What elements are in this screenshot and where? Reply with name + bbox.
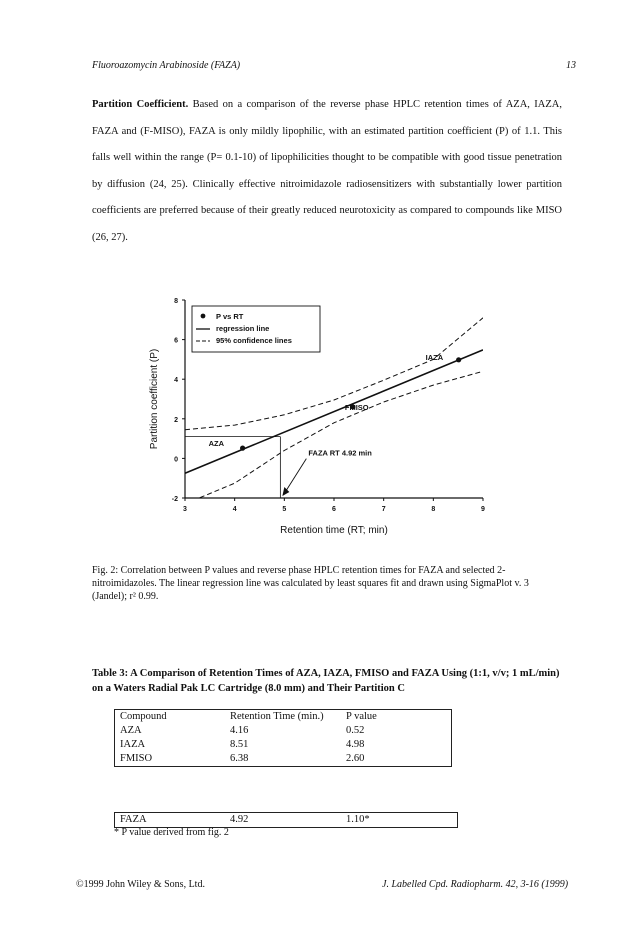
table-cell: 4.16 [230,725,249,736]
y-axis-label: Partition coefficient (P) [149,348,160,450]
plot-area [149,298,485,536]
legend-label: 95% confidence lines [216,336,292,345]
x-tick-label: 5 [282,506,287,513]
table-row [115,724,452,738]
legend-label: P vs RT [216,312,244,321]
point-label: AZA [208,439,225,449]
body-paragraph [92,92,562,252]
table-footnote: * P value derived from fig. 2 [114,827,229,838]
table-cell: FMISO [120,753,153,764]
point-label: IAZA [425,352,444,362]
journal-citation: J. Labelled Cpd. Radiopharm. 42, 3-16 (1999) [382,879,569,890]
table-cell: 6.38 [230,753,249,764]
table-3 [114,709,452,767]
table-row [115,813,458,828]
data-point [240,446,245,451]
x-tick-label: 7 [381,506,386,513]
data-point [456,357,461,362]
table-cell: 1.10* [346,814,370,825]
y-tick-label: -2 [171,496,178,503]
legend-marker-point [201,314,206,319]
table-header-row [115,710,452,725]
x-tick-label: 3 [183,506,187,513]
paragraph-lead: Partition Coefficient. [92,99,189,110]
faza-arrowhead [282,487,289,496]
y-tick-label: 0 [174,456,178,464]
y-tick-label: 2 [174,416,178,424]
header-cell: Retention Time (min.) [230,711,324,722]
table-cell: FAZA [120,814,147,825]
y-tick-label: 8 [174,298,178,305]
point-label: FMISO [344,402,369,412]
table-cell: 8.51 [230,739,249,750]
x-tick-label: 9 [481,506,485,513]
y-tick-label: 4 [174,377,178,385]
table-cell: AZA [120,725,142,736]
y-tick-label: 6 [174,337,178,345]
x-tick-label: 6 [332,506,336,513]
header-cell: Compound [120,711,167,722]
x-tick-label: 8 [431,506,436,513]
page-number: 13 [566,60,576,71]
legend-label: regression line [216,324,270,333]
table-cell: 4.98 [346,739,365,750]
partition-chart [140,288,510,538]
copyright: ©1999 John Wiley & Sons, Ltd. [76,879,205,890]
header-cell: P value [346,711,377,722]
faza-annotation: FAZA RT 4.92 min [308,448,372,458]
table-title: Table 3: A Comparison of Retention Times of AZA, IAZA, FMISO and FAZA Using (1:1, v/v; 1 mL/min) on a Waters Radial Pak LC Cartridge (8.0 mm) and Their Partition C [92,668,560,694]
paragraph-text: Based on a comparison of the reverse phase HPLC retention times of AZA, IAZA, FAZA and (F-MISO), FAZA is only mildly lipophilic, with an estimated partition coefficient (P) of 1.1. This falls well within the range (P= 0.1-10) of lipophilicities thought to be compatible with good tissue penetration by diffusion (24, 25). Clinically effective nitroimidazole radiosensitizers with substantially lower partition coefficients are preferred because of their greatly reduced neurotoxicity as compared to compounds like MISO (26, 27). [92,99,562,243]
x-axis-label: Retention time (RT; min) [280,525,388,536]
table-row [115,752,452,767]
x-tick-label: 4 [232,506,237,513]
table-cell: 4.92 [230,814,249,825]
confidence-line-lower [185,371,483,504]
faza-table [114,812,458,828]
table-cell: 2.60 [346,753,365,764]
running-title: Fluoroazomycin Arabinoside (FAZA) [92,60,241,71]
table-row [115,738,452,752]
figure-caption: Fig. 2: Correlation between P values and reverse phase HPLC retention times for FAZA and selected 2-nitroimidazoles. The linear regression line was calculated by least squares fit and drawn using SigmaPlot v. 3 (Jandel); r² 0.99. [92,565,529,602]
table-cell: 0.52 [346,725,365,736]
table-cell: IAZA [120,739,146,750]
